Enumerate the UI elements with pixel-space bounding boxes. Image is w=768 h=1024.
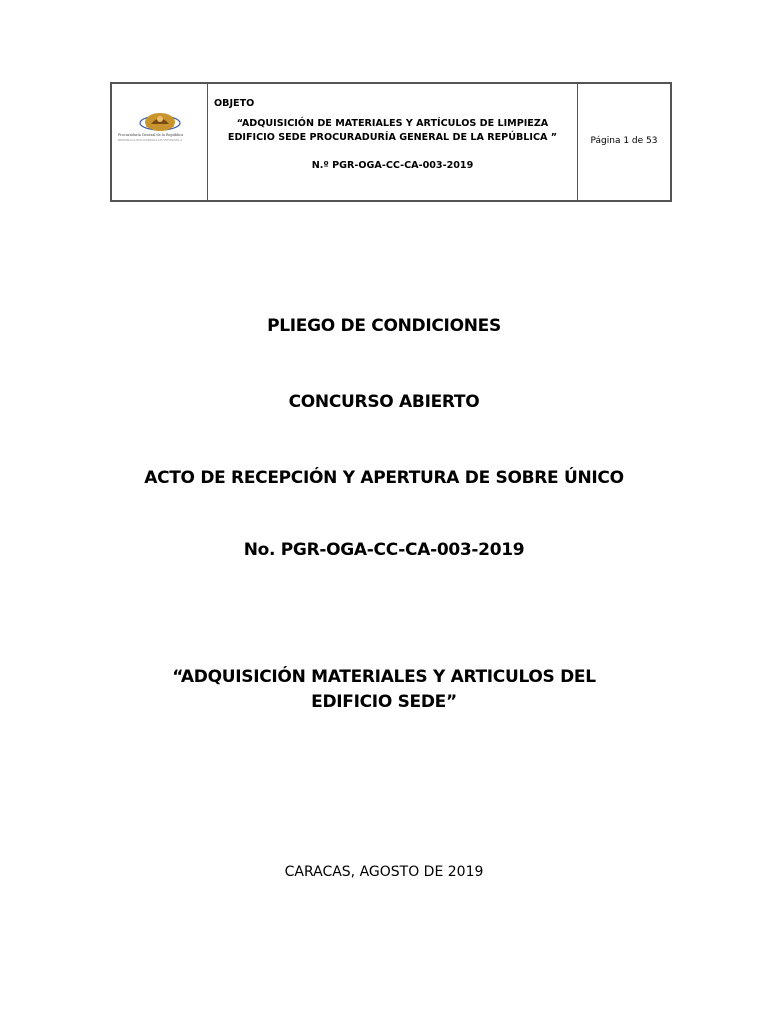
logo-caption: Procuraduría General de la República [118, 133, 184, 137]
place-date: CARACAS, AGOSTO DE 2019 [284, 864, 484, 880]
document-number: No. PGR-OGA-CC-CA-003-2019 [243, 540, 525, 560]
subject-line-1: “ADQUISICIÓN MATERIALES Y ARTICULOS DEL [172, 667, 596, 687]
header-object-cell [208, 84, 578, 200]
document-header-table [110, 82, 672, 202]
institution-logo [118, 110, 202, 146]
act-title: ACTO DE RECEPCIÓN Y APERTURA DE SOBRE ÚNICO [144, 468, 624, 488]
header-page-cell [578, 84, 670, 200]
subject-line-2: EDIFICIO SEDE” [311, 692, 457, 712]
emblem-icon [118, 110, 202, 134]
page-number: Página 1 de 53 [590, 136, 658, 146]
logo-subcaption: REPÚBLICA BOLIVARIANA DE VENEZUELA [118, 138, 183, 142]
object-label: OBJETO [214, 98, 255, 109]
object-number: N.º PGR-OGA-CC-CA-003-2019 [311, 160, 474, 171]
document-title: PLIEGO DE CONDICIONES [267, 316, 501, 336]
object-title-line-1: “ADQUISICIÓN DE MATERIALES Y ARTÍCULOS DE LIMPIEZA [236, 118, 549, 129]
contest-type: CONCURSO ABIERTO [288, 392, 480, 412]
object-title-line-2: EDIFICIO SEDE PROCURADURÍA GENERAL DE LA REPÚBLICA ” [227, 132, 558, 143]
header-logo-cell [112, 84, 208, 200]
